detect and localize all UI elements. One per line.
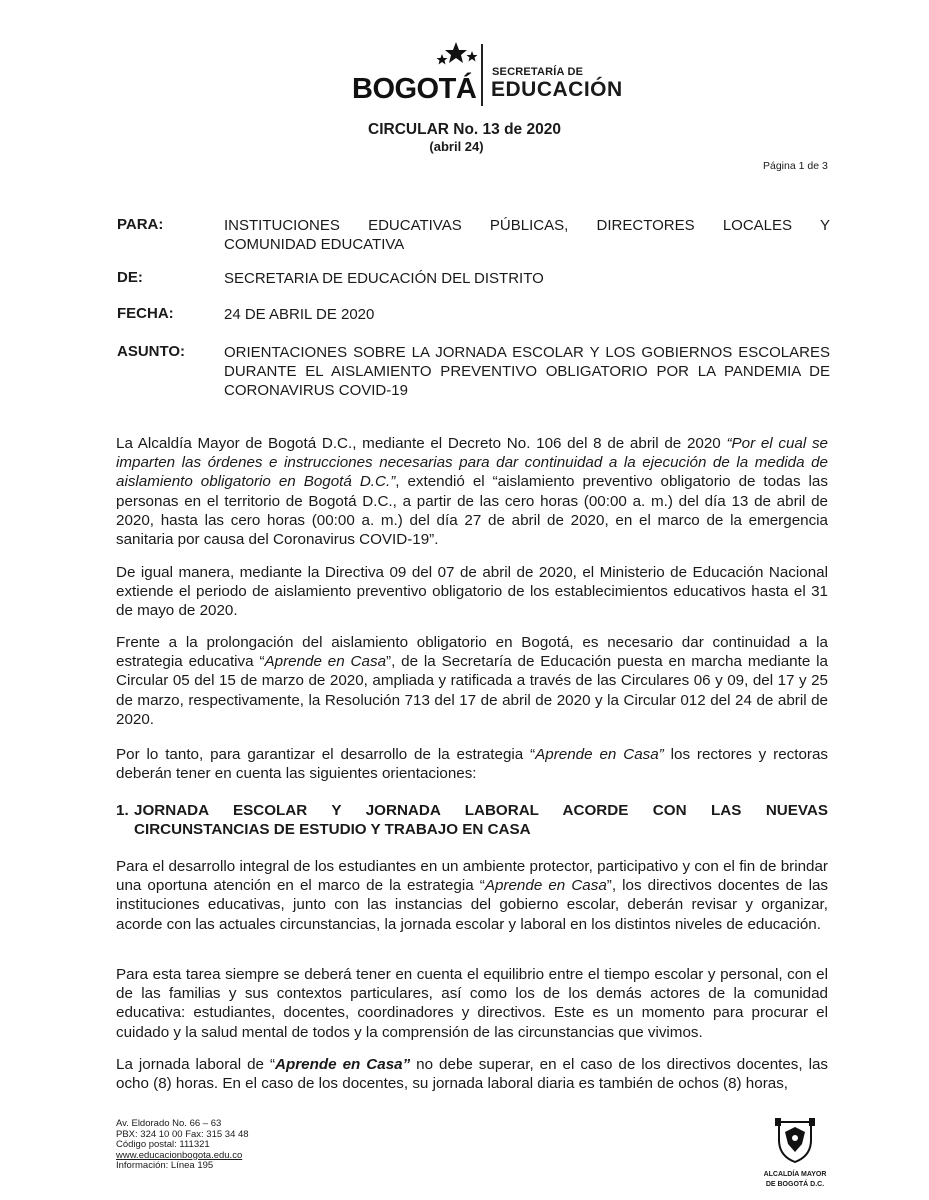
alcaldia-crest	[760, 1118, 830, 1188]
logo-educacion: EDUCACIÓN	[491, 78, 623, 101]
paragraph-3	[116, 633, 828, 729]
paragraph-7	[116, 1055, 828, 1093]
footer-postal: Código postal: 111321	[116, 1139, 210, 1151]
paragraph-1	[116, 434, 828, 549]
coat-of-arms-icon	[773, 1118, 817, 1164]
page-number: Página 1 de 3	[763, 160, 828, 172]
bogota-education-logo	[352, 40, 623, 110]
fecha-value: 24 DE ABRIL DE 2020	[224, 306, 375, 323]
para-value-line1: INSTITUCIONES EDUCATIVAS PÚBLICAS, DIRECTORES LOCALES Y	[224, 217, 830, 234]
logo-secretaria: SECRETARÍA DE	[492, 66, 584, 78]
p7-aprende-en-casa: Aprende en Casa”	[275, 1056, 411, 1073]
p3-aprende-en-casa: Aprende en Casa	[264, 653, 387, 671]
p1-decree-title: “Por el cual se imparten las órdenes e instrucciones necesarias para dar continuidad a la ejecución de la medida de aislamiento obligatorio en Bogotá D.C.”	[116, 435, 829, 491]
p5-text-a: Para el desarrollo integral de los estudiantes en un ambiente protector, participativo y con el fin de brindar una oportuna atención en el marco de la estrategia “	[116, 858, 828, 895]
footer-info: Información: Línea 195	[116, 1160, 214, 1172]
stars-icon	[434, 40, 484, 76]
circular-date: (abril 24)	[429, 139, 484, 154]
p5-aprende-en-casa: Aprende en Casa	[484, 877, 607, 895]
fecha-label: FECHA:	[117, 305, 174, 322]
section-heading-line2: CIRCUNSTANCIAS DE ESTUDIO Y TRABAJO EN CASA	[134, 821, 531, 838]
paragraph-5	[116, 857, 828, 934]
asunto-label: ASUNTO:	[117, 343, 186, 360]
p3-text-a: Frente a la prolongación del aislamiento obligatorio en Bogotá, es necesario dar continuidad a la estrategia educativa “	[116, 634, 828, 671]
para-value-line2: COMUNIDAD EDUCATIVA	[224, 236, 405, 253]
p1-text-a: La Alcaldía Mayor de Bogotá D.C., mediante el Decreto No. 106 del 8 de abril de 2020	[116, 435, 727, 452]
section-heading-line1: JORNADA ESCOLAR Y JORNADA LABORAL ACORDE CON LAS NUEVAS	[134, 802, 828, 819]
footer-phones: PBX: 324 10 00 Fax: 315 34 48	[116, 1128, 249, 1140]
section-number: 1.	[116, 802, 129, 819]
p4-text-a: Por lo tanto, para garantizar el desarrollo de la estrategia “	[116, 746, 536, 763]
paragraph-6: Para esta tarea siempre se deberá tener en cuenta el equilibrio entre el tiempo escolar y personal, con el de las familias y sus contextos particulares, así como los de los demás actores de la comunidad educativa: estudiantes, docentes, coordinadores y directivos. Este es un momento para procurar el cuidado y la salud mental de todos y la comprensión de las circunstancias que vivimos.	[116, 966, 828, 1041]
logo-divider	[481, 44, 483, 106]
footer-contact	[116, 1119, 249, 1172]
footer-website-link[interactable]: www.educacionbogota.edu.co	[116, 1149, 243, 1161]
p4-text-b: los rectores y rectoras deberán tener en cuenta las siguientes orientaciones:	[116, 746, 828, 783]
paragraph-2: De igual manera, mediante la Directiva 09 del 07 de abril de 2020, el Ministerio de Educación Nacional extiende el periodo de aislamiento preventivo obligatorio de los establecimientos educativos hasta el 31 de mayo de 2020.	[116, 564, 828, 620]
crest-caption-line1: ALCALDÍA MAYOR	[763, 1171, 827, 1178]
section-heading-text	[134, 801, 828, 839]
para-label: PARA:	[117, 216, 164, 233]
p5-text-b: ”, los directivos docentes de las instituciones educativas, junto con las instancias del gobierno escolar, deberán revisar y organizar, acorde con las actuales circunstancias, la jornada escolar y laboral en los distintos niveles de educación.	[116, 877, 828, 933]
p4-aprende-en-casa: Aprende en Casa”	[535, 746, 664, 763]
para-value	[224, 216, 830, 254]
p1-text-b: , extendió el “aislamiento preventivo obligatorio de todas las personas en el territorio de Bogotá D.C., a partir de las cero horas (00:00 a. m.) del día 13 de abril de 2020, hasta las cero horas (00:00 a. m.) del día 27 de abril de 2020, en el marco de la emergencia sanitaria por causa del Coronavirus COVID-19”.	[116, 473, 828, 549]
de-label: DE:	[117, 269, 143, 286]
footer-address: Av. Eldorado No. 66 – 63	[116, 1118, 222, 1129]
asunto-value: ORIENTACIONES SOBRE LA JORNADA ESCOLAR Y LOS GOBIERNOS ESCOLARES DURANTE EL AISLAMIENTO PREVENTIVO OBLIGATORIO POR LA PANDEMIA DE CORONAVIRUS COVID-19	[224, 344, 830, 399]
p7-text-a: La jornada laboral de “	[116, 1056, 276, 1073]
circular-title: CIRCULAR No. 13 de 2020	[368, 121, 561, 138]
paragraph-4	[116, 745, 828, 783]
p3-text-b: ”, de la Secretaría de Educación puesta en marcha mediante la Circular 05 del 15 de marzo de 2020, ampliada y ratificada a través de las Circulares 06 y 09, del 17 y 25 de marzo, respectivamente, la Resolución 713 del 17 de abril de 2020 y la Circular 012 del 24 de abril de 2020.	[116, 653, 828, 728]
de-value: SECRETARIA DE EDUCACIÓN DEL DISTRITO	[224, 270, 544, 287]
p7-text-b: no debe superar, en el caso de los directivos docentes, las ocho (8) horas. En el caso de los docentes, su jornada laboral diaria es también de ochos (8) horas,	[116, 1056, 829, 1093]
logo-wordmark: BOGOTÁ	[352, 73, 477, 105]
crest-caption-line2: DE BOGOTÁ D.C.	[765, 1181, 825, 1188]
